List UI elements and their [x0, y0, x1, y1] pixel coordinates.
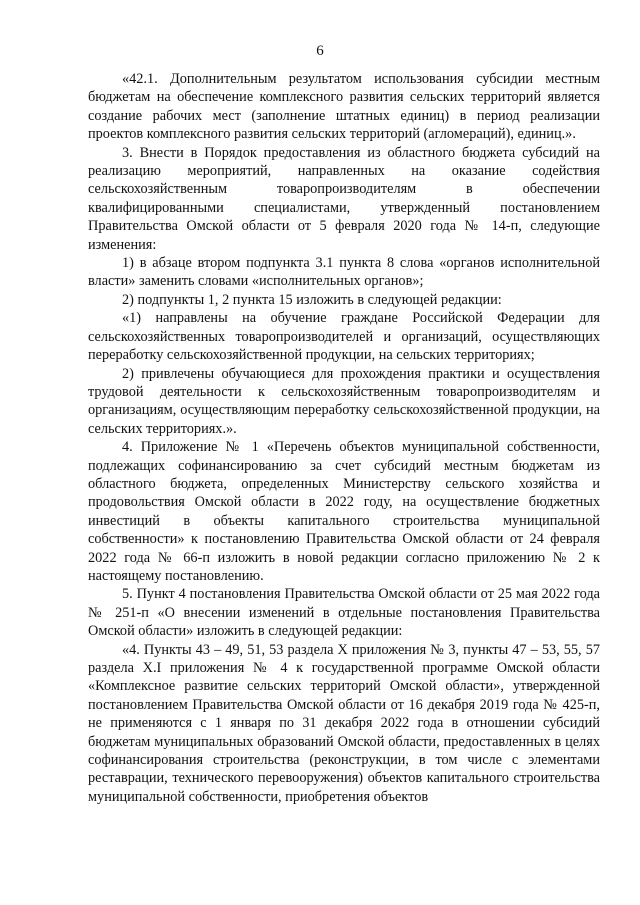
paragraph-quoted-subitem-2: 2) привлечены обучающиеся для прохождения практики и осуществления трудовой деятельности к сельскохозяйственным товаропроизводителям и организациям, осуществляющим переработку сельскохозяйственной продукции, на сельских территориях.».	[88, 365, 600, 437]
paragraph-item-5-point: 5. Пункт 4 постановления Правительства Омской области от 25 мая 2022 года № 251-п «О внесении изменений в отдельные постановления Правительства Омской области» изложить в следующей редакции:	[88, 586, 600, 640]
paragraph-quoted-subitem-1: «1) направлены на обучение граждане Российской Федерации для сельскохозяйственных товаропроизводителей и организаций, осуществляющих переработку сельскохозяйственной продукции, на сельских территориях;	[88, 310, 600, 364]
paragraph-quoted-point-4: «4. Пункты 43 – 49, 51, 53 раздела X приложения № 3, пункты 47 – 53, 55, 57 раздела X.I приложения № 4 к государственной программе Омской области «Комплексное развитие сельских территорий Омской области», утвержденной постановлением Правительства Омской области от 16 декабря 2019 года № 425-п, не применяются с 1 января по 31 декабря 2022 года в отношении субсидий бюджетам муниципальных образований Омской области, предоставленных в целях софинансирования строительства (реконструкции, в том числе с элементами реставрации, технического перевооружения) объектов капитального строительства муниципальной собственности, приобретения объектов	[88, 641, 600, 805]
paragraph-item-4-appendix: 4. Приложение № 1 «Перечень объектов муниципальной собственности, подлежащих софинансированию за счет субсидий местным бюджетам из областного бюджета, определенных Министерству сельского хозяйства и продовольствия Омской области в 2022 году, на осуществление бюджетных инвестиций в объекты капитального строительства муниципальной собственности» к постановлению Правительства Омской области от 24 февраля 2022 года № 66-п изложить в новой редакции согласно приложению № 2 к настоящему постановлению.	[88, 439, 600, 584]
paragraph-subitem-2: 2) подпункты 1, 2 пункта 15 изложить в следующей редакции:	[122, 291, 502, 308]
paragraph-subitem-1: 1) в абзаце втором подпункта 3.1 пункта 8 слова «органов исполнительной власти» заменить словами «исполнительных органов»;	[88, 255, 600, 290]
paragraph-42-1-result: «42.1. Дополнительным результатом использования субсидии местным бюджетам на обеспечение комплексного развития сельских территорий является создание рабочих мест (заполнение штатных единиц) в период реализации проектов комплексного развития сельских территорий (агломераций), единиц.».	[88, 71, 600, 143]
paragraph-item-3-amendments: 3. Внести в Порядок предоставления из областного бюджета субсидий на реализацию мероприятий, направленных на оказание содействия сельскохозяйственным товаропроизводителям в обеспечении квалифицированными специалистами, утвержденный постановлением Правительства Омской области от 5 февраля 2020 года № 14-п, следующие изменения:	[88, 144, 600, 253]
document-body	[88, 70, 600, 806]
page-number: 6	[316, 43, 324, 59]
